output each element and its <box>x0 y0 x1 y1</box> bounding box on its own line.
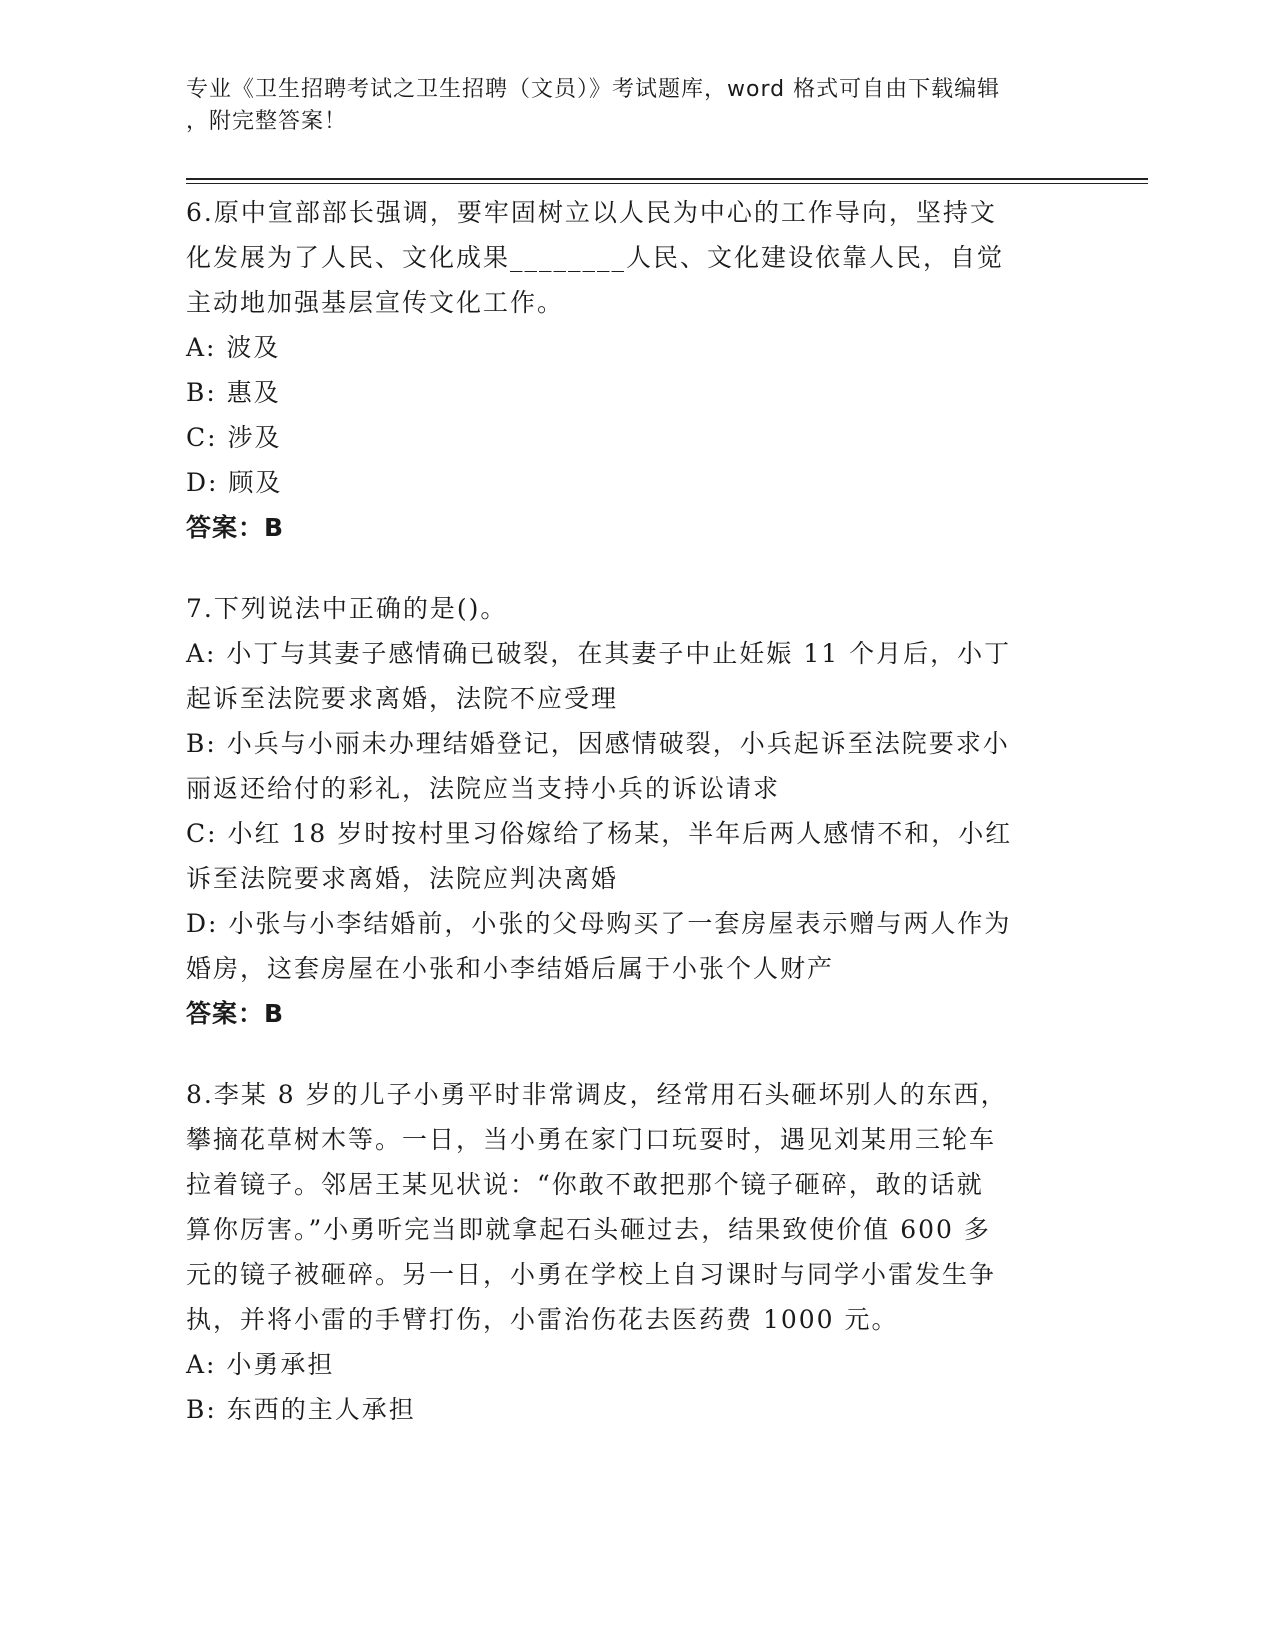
question-stem-line: 算你厉害。”小勇听完当即就拿起石头砸过去，结果致使价值 600 多 <box>186 1215 991 1244</box>
option-d: D: 顾及 <box>186 468 283 497</box>
option-c: C: 小红 18 岁时按村里习俗嫁给了杨某，半年后两人感情不和，小红 <box>186 819 1013 848</box>
document-header <box>186 74 1066 138</box>
question-8 <box>186 1072 1086 1432</box>
question-stem-line: 8.李某 8 岁的儿子小勇平时非常调皮，经常用石头砸坏别人的东西， <box>186 1080 1008 1109</box>
header-line-1: 专业《卫生招聘考试之卫生招聘（文员）》考试题库，word 格式可自由下载编辑 <box>186 77 1001 102</box>
question-stem-line: 主动地加强基层宣传文化工作。 <box>186 288 565 317</box>
question-6 <box>186 190 1086 550</box>
option-a: A: 波及 <box>186 333 281 362</box>
option-b: B: 小兵与小丽未办理结婚登记，因感情破裂，小兵起诉至法院要求小 <box>186 729 1010 758</box>
option-a: A: 小丁与其妻子感情确已破裂，在其妻子中止妊娠 11 个月后，小丁 <box>186 639 1012 668</box>
option-d: D: 小张与小李结婚前，小张的父母购买了一套房屋表示赠与两人作为 <box>186 909 1012 938</box>
question-stem-line: 元的镜子被砸碎。另一日，小勇在学校上自习课时与同学小雷发生争 <box>186 1260 997 1289</box>
option-b-continued: 丽返还给付的彩礼，法院应当支持小兵的诉讼请求 <box>186 774 781 803</box>
option-b: B: 东西的主人承担 <box>186 1395 416 1424</box>
header-divider-thick <box>186 178 1148 180</box>
question-stem-line: 攀摘花草树木等。一日，当小勇在家门口玩耍时，遇见刘某用三轮车 <box>186 1125 997 1154</box>
option-c-continued: 诉至法院要求离婚，法院应判决离婚 <box>186 864 619 893</box>
header-divider-thin <box>186 183 1148 184</box>
answer-label: 答案：B <box>186 999 285 1028</box>
question-stem-line: 化发展为了人民、文化成果________人民、文化建设依靠人民，自觉 <box>186 243 1005 272</box>
question-stem-line: 拉着镜子。邻居王某见状说：“你敢不敢把那个镜子砸碎，敢的话就 <box>186 1170 984 1199</box>
question-7 <box>186 586 1086 1036</box>
option-c: C: 涉及 <box>186 423 282 452</box>
question-spacer <box>186 1036 1086 1072</box>
answer-label: 答案：B <box>186 513 285 542</box>
header-line-2: ，附完整答案！ <box>186 109 348 134</box>
question-stem-line: 6.原中宣部部长强调，要牢固树立以人民为中心的工作导向，坚持文 <box>186 198 997 227</box>
question-spacer <box>186 550 1086 586</box>
question-stem-line: 执，并将小雷的手臂打伤，小雷治伤花去医药费 1000 元。 <box>186 1305 899 1334</box>
question-list <box>186 190 1086 1432</box>
option-b: B: 惠及 <box>186 378 281 407</box>
question-stem-line: 7.下列说法中正确的是()。 <box>186 594 508 623</box>
option-a-continued: 起诉至法院要求离婚，法院不应受理 <box>186 684 619 713</box>
option-a: A: 小勇承担 <box>186 1350 335 1379</box>
option-d-continued: 婚房，这套房屋在小张和小李结婚后属于小张个人财产 <box>186 954 835 983</box>
